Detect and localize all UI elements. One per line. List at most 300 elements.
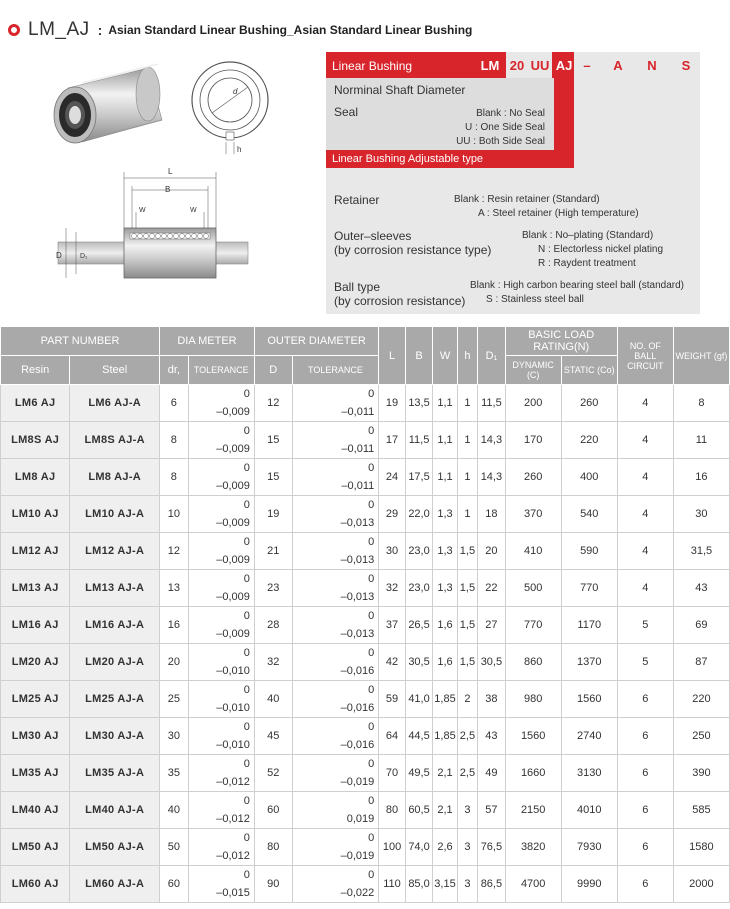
seg-s: S xyxy=(681,58,691,73)
dr-cell: 8 xyxy=(160,422,189,459)
table-row xyxy=(1,459,730,496)
L-cell: 24 xyxy=(379,459,406,496)
dr-tolerance-cell-upper: 0 xyxy=(243,758,250,770)
ball-circuit-cell: 6 xyxy=(617,792,673,829)
dynamic-cell: 260 xyxy=(505,459,561,496)
W-cell: 2,1 xyxy=(433,755,457,792)
dynamic-cell: 500 xyxy=(505,570,561,607)
steel-part-cell: LM8 AJ-A xyxy=(70,459,160,496)
L-cell: 64 xyxy=(379,718,406,755)
W-cell: 1,3 xyxy=(433,570,457,607)
ball-opt-2: S : Stainless steel ball xyxy=(486,294,584,305)
D-tolerance-cell xyxy=(292,792,379,829)
D1-cell: 76,5 xyxy=(478,829,506,866)
dr-tolerance-cell-lower: –0,012 xyxy=(216,850,250,862)
header-h: h xyxy=(457,327,477,385)
resin-part-cell: LM8 AJ xyxy=(1,459,70,496)
dr-cell: 16 xyxy=(160,607,189,644)
weight-cell: 220 xyxy=(673,681,729,718)
D1-cell: 14,3 xyxy=(478,459,506,496)
dr-tolerance-cell xyxy=(188,459,254,496)
dr-cell: 25 xyxy=(160,681,189,718)
steel-part-cell: LM20 AJ-A xyxy=(70,644,160,681)
dr-tolerance-cell-lower: –0,009 xyxy=(216,554,250,566)
seal-opt-3: UU : Both Side Seal xyxy=(456,136,545,147)
W-cell: 1,6 xyxy=(433,607,457,644)
D1-cell: 38 xyxy=(478,681,506,718)
seg-a: A xyxy=(613,58,623,73)
W-label-right: W xyxy=(190,207,197,214)
side-view xyxy=(56,167,248,278)
static-cell: 540 xyxy=(561,496,617,533)
D-tolerance-cell-lower: 0,019 xyxy=(346,813,375,825)
D-tolerance-cell xyxy=(292,607,379,644)
header-part-number: PART NUMBER xyxy=(1,327,160,356)
B-cell: 17,5 xyxy=(405,459,433,496)
D1-cell: 18 xyxy=(478,496,506,533)
D-tolerance-cell xyxy=(292,829,379,866)
L-cell: 29 xyxy=(379,496,406,533)
weight-cell: 43 xyxy=(673,570,729,607)
W-cell: 3,15 xyxy=(433,866,457,903)
dr-tolerance-cell-lower: –0,012 xyxy=(216,813,250,825)
dynamic-cell: 980 xyxy=(505,681,561,718)
static-cell: 4010 xyxy=(561,792,617,829)
dr-tolerance-cell xyxy=(188,385,254,422)
front-view xyxy=(192,62,268,154)
D-tolerance-cell-lower: –0,016 xyxy=(340,739,375,751)
static-cell: 770 xyxy=(561,570,617,607)
steel-part-cell: LM30 AJ-A xyxy=(70,718,160,755)
dr-tolerance-cell-lower: –0,009 xyxy=(216,628,250,640)
W-cell: 1,1 xyxy=(433,459,457,496)
ball-circuit-cell: 4 xyxy=(617,459,673,496)
D-tolerance-cell-lower: –0,022 xyxy=(340,887,375,899)
D-tolerance-cell-upper: 0 xyxy=(368,536,375,548)
weight-cell: 8 xyxy=(673,385,729,422)
retainer-opt-1: Blank : Resin retainer (Standard) xyxy=(454,194,600,205)
W-cell: 1,3 xyxy=(433,496,457,533)
static-cell: 7930 xyxy=(561,829,617,866)
D-tolerance-cell-upper: 0 xyxy=(368,795,375,807)
D-tolerance-cell xyxy=(292,644,379,681)
technical-drawings xyxy=(0,50,320,310)
dr-tolerance-cell-lower: –0,015 xyxy=(216,887,250,899)
ball-label: Ball type xyxy=(334,280,381,294)
resin-part-cell: LM8S AJ xyxy=(1,422,70,459)
static-cell: 1370 xyxy=(561,644,617,681)
weight-cell: 390 xyxy=(673,755,729,792)
L-cell: 32 xyxy=(379,570,406,607)
seal-label: Seal xyxy=(334,105,359,119)
D-cell: 21 xyxy=(254,533,292,570)
table-row xyxy=(1,570,730,607)
nominal-label: Norminal Shaft Diameter xyxy=(334,83,466,97)
dr-cell: 13 xyxy=(160,570,189,607)
header-diameter: DIA METER xyxy=(160,327,255,356)
h-cell: 1 xyxy=(457,496,477,533)
table-row xyxy=(1,644,730,681)
dr-tolerance-cell xyxy=(188,718,254,755)
seal-opt-2: U : One Side Seal xyxy=(464,122,545,133)
static-cell: 260 xyxy=(561,385,617,422)
steel-part-cell: LM12 AJ-A xyxy=(70,533,160,570)
retainer-opt-2: A : Steel retainer (High temperature) xyxy=(478,208,639,219)
seg-aj: AJ xyxy=(555,58,573,73)
D1-cell: 86,5 xyxy=(478,866,506,903)
dr-cell: 35 xyxy=(160,755,189,792)
D-tolerance-cell-lower: –0,016 xyxy=(340,702,375,714)
dr-cell: 12 xyxy=(160,533,189,570)
header-L: L xyxy=(379,327,406,385)
D-tolerance-cell-upper: 0 xyxy=(368,573,375,585)
dynamic-cell: 200 xyxy=(505,385,561,422)
W-label-left: W xyxy=(139,207,146,214)
resin-part-cell: LM60 AJ xyxy=(1,866,70,903)
h-cell: 1,5 xyxy=(457,644,477,681)
D-cell: 80 xyxy=(254,829,292,866)
header-load-rating: BASIC LOAD RATING(N) xyxy=(505,327,617,356)
D-tolerance-cell-lower: –0,011 xyxy=(341,406,375,418)
D-cell: 23 xyxy=(254,570,292,607)
D-tolerance-cell-upper: 0 xyxy=(368,647,375,659)
D-cell: 15 xyxy=(254,459,292,496)
static-cell: 2740 xyxy=(561,718,617,755)
static-cell: 590 xyxy=(561,533,617,570)
spec-table xyxy=(0,326,730,903)
steel-part-cell: LM13 AJ-A xyxy=(70,570,160,607)
part-code-panel xyxy=(326,52,700,314)
L-cell: 37 xyxy=(379,607,406,644)
seg-lm: LM xyxy=(480,58,500,73)
weight-cell: 69 xyxy=(673,607,729,644)
dynamic-cell: 1660 xyxy=(505,755,561,792)
dr-tolerance-cell-lower: –0,010 xyxy=(216,702,250,714)
header-static: STATIC (Co) xyxy=(561,356,617,385)
dr-cell: 40 xyxy=(160,792,189,829)
dr-tolerance-cell-upper: 0 xyxy=(243,425,250,437)
D-cell: 52 xyxy=(254,755,292,792)
L-cell: 17 xyxy=(379,422,406,459)
dynamic-cell: 3820 xyxy=(505,829,561,866)
D-tolerance-cell-lower: –0,019 xyxy=(340,776,375,788)
weight-cell: 2000 xyxy=(673,866,729,903)
D1-cell: 57 xyxy=(478,792,506,829)
dr-tolerance-cell-lower: –0,009 xyxy=(216,406,250,418)
resin-part-cell: LM35 AJ xyxy=(1,755,70,792)
D-cell: 40 xyxy=(254,681,292,718)
L-cell: 70 xyxy=(379,755,406,792)
D-tolerance-cell xyxy=(292,496,379,533)
B-cell: 23,0 xyxy=(405,533,433,570)
ball-circuit-cell: 4 xyxy=(617,385,673,422)
D1-cell: 49 xyxy=(478,755,506,792)
W-cell: 1,1 xyxy=(433,385,457,422)
dynamic-cell: 770 xyxy=(505,607,561,644)
outer-label: Outer–sleeves xyxy=(334,229,412,243)
resin-part-cell: LM30 AJ xyxy=(1,718,70,755)
D-cell: 32 xyxy=(254,644,292,681)
outer-opt-2: N : Electorless nickel plating xyxy=(538,244,664,255)
dr-tolerance-cell-lower: –0,009 xyxy=(216,517,250,529)
D-tolerance-cell-upper: 0 xyxy=(368,499,375,511)
bushing-photo xyxy=(54,64,162,143)
table-row xyxy=(1,755,730,792)
D-tolerance-cell xyxy=(292,718,379,755)
static-cell: 1170 xyxy=(561,607,617,644)
steel-part-cell: LM8S AJ-A xyxy=(70,422,160,459)
L-cell: 100 xyxy=(379,829,406,866)
D-tolerance-cell-upper: 0 xyxy=(368,869,375,881)
dr-tolerance-cell xyxy=(188,829,254,866)
steel-part-cell: LM10 AJ-A xyxy=(70,496,160,533)
D-tolerance-cell xyxy=(292,570,379,607)
dr-tolerance-cell-upper: 0 xyxy=(243,610,250,622)
dr-tolerance-cell-lower: –0,010 xyxy=(216,739,250,751)
ball-label-2: (by corrosion resistance) xyxy=(334,294,466,308)
table-row xyxy=(1,422,730,459)
outer-opt-3: R : Raydent treatment xyxy=(538,258,636,269)
dr-cell: 10 xyxy=(160,496,189,533)
header-tolerance-2: TOLERANCE xyxy=(292,356,379,385)
L-cell: 110 xyxy=(379,866,406,903)
header-B: B xyxy=(405,327,433,385)
L-cell: 42 xyxy=(379,644,406,681)
table-row xyxy=(1,496,730,533)
B-label: B xyxy=(165,185,171,194)
h-label: h xyxy=(237,145,242,154)
retainer-label: Retainer xyxy=(334,193,380,207)
B-cell: 41,0 xyxy=(405,681,433,718)
adjustable-label: Linear Bushing Adjustable type xyxy=(332,153,484,165)
D1-label: D₁ xyxy=(80,253,88,260)
seg-uu: UU xyxy=(528,52,552,78)
dr-tolerance-cell-upper: 0 xyxy=(243,684,250,696)
D-tolerance-cell-lower: –0,013 xyxy=(340,517,375,529)
dr-tolerance-cell xyxy=(188,866,254,903)
D-tolerance-cell-lower: –0,019 xyxy=(340,850,375,862)
B-cell: 85,0 xyxy=(405,866,433,903)
B-cell: 49,5 xyxy=(405,755,433,792)
title-separator: : xyxy=(97,22,103,38)
table-row xyxy=(1,829,730,866)
h-cell: 1,5 xyxy=(457,607,477,644)
dynamic-cell: 370 xyxy=(505,496,561,533)
static-cell: 3130 xyxy=(561,755,617,792)
D-cell: 45 xyxy=(254,718,292,755)
ball-circuit-cell: 5 xyxy=(617,607,673,644)
D-tolerance-cell xyxy=(292,385,379,422)
D-tolerance-cell-upper: 0 xyxy=(368,462,375,474)
resin-part-cell: LM16 AJ xyxy=(1,607,70,644)
steel-part-cell: LM35 AJ-A xyxy=(70,755,160,792)
ball-circuit-cell: 6 xyxy=(617,681,673,718)
ball-circuit-cell: 4 xyxy=(617,422,673,459)
dr-tolerance-cell-lower: –0,010 xyxy=(216,665,250,677)
seg-20: 20 xyxy=(506,52,528,78)
weight-cell: 16 xyxy=(673,459,729,496)
weight-cell: 30 xyxy=(673,496,729,533)
resin-part-cell: LM6 AJ xyxy=(1,385,70,422)
header-D1: D₁ xyxy=(478,327,506,385)
D1-cell: 43 xyxy=(478,718,506,755)
h-cell: 2,5 xyxy=(457,755,477,792)
dr-cell: 30 xyxy=(160,718,189,755)
L-cell: 59 xyxy=(379,681,406,718)
header-W: W xyxy=(433,327,457,385)
D-tolerance-cell xyxy=(292,866,379,903)
D1-cell: 14,3 xyxy=(478,422,506,459)
W-cell: 1,85 xyxy=(433,681,457,718)
bullet-icon xyxy=(8,24,20,36)
dr-tolerance-cell xyxy=(188,644,254,681)
B-cell: 44,5 xyxy=(405,718,433,755)
seg-dash: – xyxy=(583,58,591,73)
dr-tolerance-cell-lower: –0,009 xyxy=(216,591,250,603)
L-label: L xyxy=(168,167,173,176)
steel-part-cell: LM25 AJ-A xyxy=(70,681,160,718)
static-cell: 9990 xyxy=(561,866,617,903)
D-tolerance-cell-lower: –0,013 xyxy=(340,628,375,640)
B-cell: 11,5 xyxy=(405,422,433,459)
spec-table-body xyxy=(1,385,730,903)
ball-circuit-cell: 6 xyxy=(617,829,673,866)
h-cell: 3 xyxy=(457,866,477,903)
header-dr: dr, xyxy=(160,356,189,385)
D1-cell: 22 xyxy=(478,570,506,607)
dr-tolerance-cell-upper: 0 xyxy=(243,721,250,733)
W-cell: 1,85 xyxy=(433,718,457,755)
resin-part-cell: LM12 AJ xyxy=(1,533,70,570)
header-tolerance-1: TOLERANCE xyxy=(188,356,254,385)
h-cell: 2,5 xyxy=(457,718,477,755)
D-tolerance-cell-lower: –0,011 xyxy=(341,480,375,492)
header-weight: WEIGHT (gf) xyxy=(673,327,729,385)
dr-tolerance-cell xyxy=(188,607,254,644)
dr-tolerance-cell-upper: 0 xyxy=(243,388,250,400)
static-cell: 220 xyxy=(561,422,617,459)
D-tolerance-cell xyxy=(292,681,379,718)
h-cell: 3 xyxy=(457,792,477,829)
steel-part-cell: LM16 AJ-A xyxy=(70,607,160,644)
ball-circuit-cell: 4 xyxy=(617,496,673,533)
h-cell: 1 xyxy=(457,422,477,459)
dr-tolerance-cell-upper: 0 xyxy=(243,499,250,511)
D-cell: 12 xyxy=(254,385,292,422)
D-cell: 28 xyxy=(254,607,292,644)
B-cell: 22,0 xyxy=(405,496,433,533)
dr-cell: 20 xyxy=(160,644,189,681)
dr-tolerance-cell xyxy=(188,533,254,570)
h-cell: 3 xyxy=(457,829,477,866)
D-tolerance-cell-lower: –0,011 xyxy=(341,443,375,455)
dr-tolerance-cell-lower: –0,009 xyxy=(216,443,250,455)
B-cell: 60,5 xyxy=(405,792,433,829)
dr-cell: 60 xyxy=(160,866,189,903)
D1-cell: 27 xyxy=(478,607,506,644)
D-cell: 60 xyxy=(254,792,292,829)
table-row xyxy=(1,718,730,755)
D-tolerance-cell xyxy=(292,755,379,792)
dr-tolerance-cell xyxy=(188,422,254,459)
h-cell: 1 xyxy=(457,459,477,496)
D-tolerance-cell-upper: 0 xyxy=(368,758,375,770)
h-cell: 1 xyxy=(457,385,477,422)
dr-tolerance-cell xyxy=(188,681,254,718)
dr-tolerance-cell-upper: 0 xyxy=(243,536,250,548)
dr-cell: 8 xyxy=(160,459,189,496)
dr-tolerance-cell xyxy=(188,755,254,792)
W-cell: 2,6 xyxy=(433,829,457,866)
resin-part-cell: LM10 AJ xyxy=(1,496,70,533)
steel-part-cell: LM40 AJ-A xyxy=(70,792,160,829)
dr-cell: 50 xyxy=(160,829,189,866)
table-row xyxy=(1,681,730,718)
resin-part-cell: LM25 AJ xyxy=(1,681,70,718)
product-description: Asian Standard Linear Bushing_Asian Standard Linear Bushing xyxy=(108,23,473,37)
dr-tolerance-cell-lower: –0,012 xyxy=(216,776,250,788)
dr-tolerance-cell-upper: 0 xyxy=(243,832,250,844)
L-cell: 19 xyxy=(379,385,406,422)
ball-circuit-cell: 6 xyxy=(617,718,673,755)
h-cell: 1,5 xyxy=(457,570,477,607)
header-D: D xyxy=(254,356,292,385)
d-label: d xyxy=(233,87,238,96)
weight-cell: 585 xyxy=(673,792,729,829)
D-cell: 19 xyxy=(254,496,292,533)
header-resin: Resin xyxy=(1,356,70,385)
dr-tolerance-cell xyxy=(188,792,254,829)
ball-opt-1: Blank : High carbon bearing steel ball (standard) xyxy=(470,280,685,291)
dr-tolerance-cell-upper: 0 xyxy=(243,869,250,881)
dynamic-cell: 1560 xyxy=(505,718,561,755)
D-tolerance-cell xyxy=(292,533,379,570)
W-cell: 1,3 xyxy=(433,533,457,570)
D-tolerance-cell-upper: 0 xyxy=(368,388,375,400)
dr-tolerance-cell-upper: 0 xyxy=(243,647,250,659)
dynamic-cell: 410 xyxy=(505,533,561,570)
resin-part-cell: LM50 AJ xyxy=(1,829,70,866)
steel-part-cell: LM50 AJ-A xyxy=(70,829,160,866)
resin-part-cell: LM40 AJ xyxy=(1,792,70,829)
W-cell: 1,1 xyxy=(433,422,457,459)
resin-part-cell: LM13 AJ xyxy=(1,570,70,607)
weight-cell: 250 xyxy=(673,718,729,755)
header-steel: Steel xyxy=(70,356,160,385)
resin-part-cell: LM20 AJ xyxy=(1,644,70,681)
D-tolerance-cell-lower: –0,013 xyxy=(340,591,375,603)
weight-cell: 31,5 xyxy=(673,533,729,570)
dynamic-cell: 2150 xyxy=(505,792,561,829)
weight-cell: 11 xyxy=(673,422,729,459)
header-dynamic: DYNAMIC (C) xyxy=(505,356,561,385)
D1-cell: 20 xyxy=(478,533,506,570)
header-ball-circuit: NO. OF BALL CIRCUIT xyxy=(617,327,673,385)
ball-circuit-cell: 4 xyxy=(617,570,673,607)
header-outer-diameter: OUTER DIAMETER xyxy=(254,327,378,356)
dr-tolerance-cell-upper: 0 xyxy=(243,795,250,807)
ball-circuit-cell: 6 xyxy=(617,755,673,792)
D1-cell: 11,5 xyxy=(478,385,506,422)
W-cell: 2,1 xyxy=(433,792,457,829)
static-cell: 1560 xyxy=(561,681,617,718)
D-tolerance-cell xyxy=(292,459,379,496)
table-row xyxy=(1,607,730,644)
D-tolerance-cell-lower: –0,013 xyxy=(340,554,375,566)
weight-cell: 1580 xyxy=(673,829,729,866)
D-cell: 90 xyxy=(254,866,292,903)
ball-circuit-cell: 5 xyxy=(617,644,673,681)
